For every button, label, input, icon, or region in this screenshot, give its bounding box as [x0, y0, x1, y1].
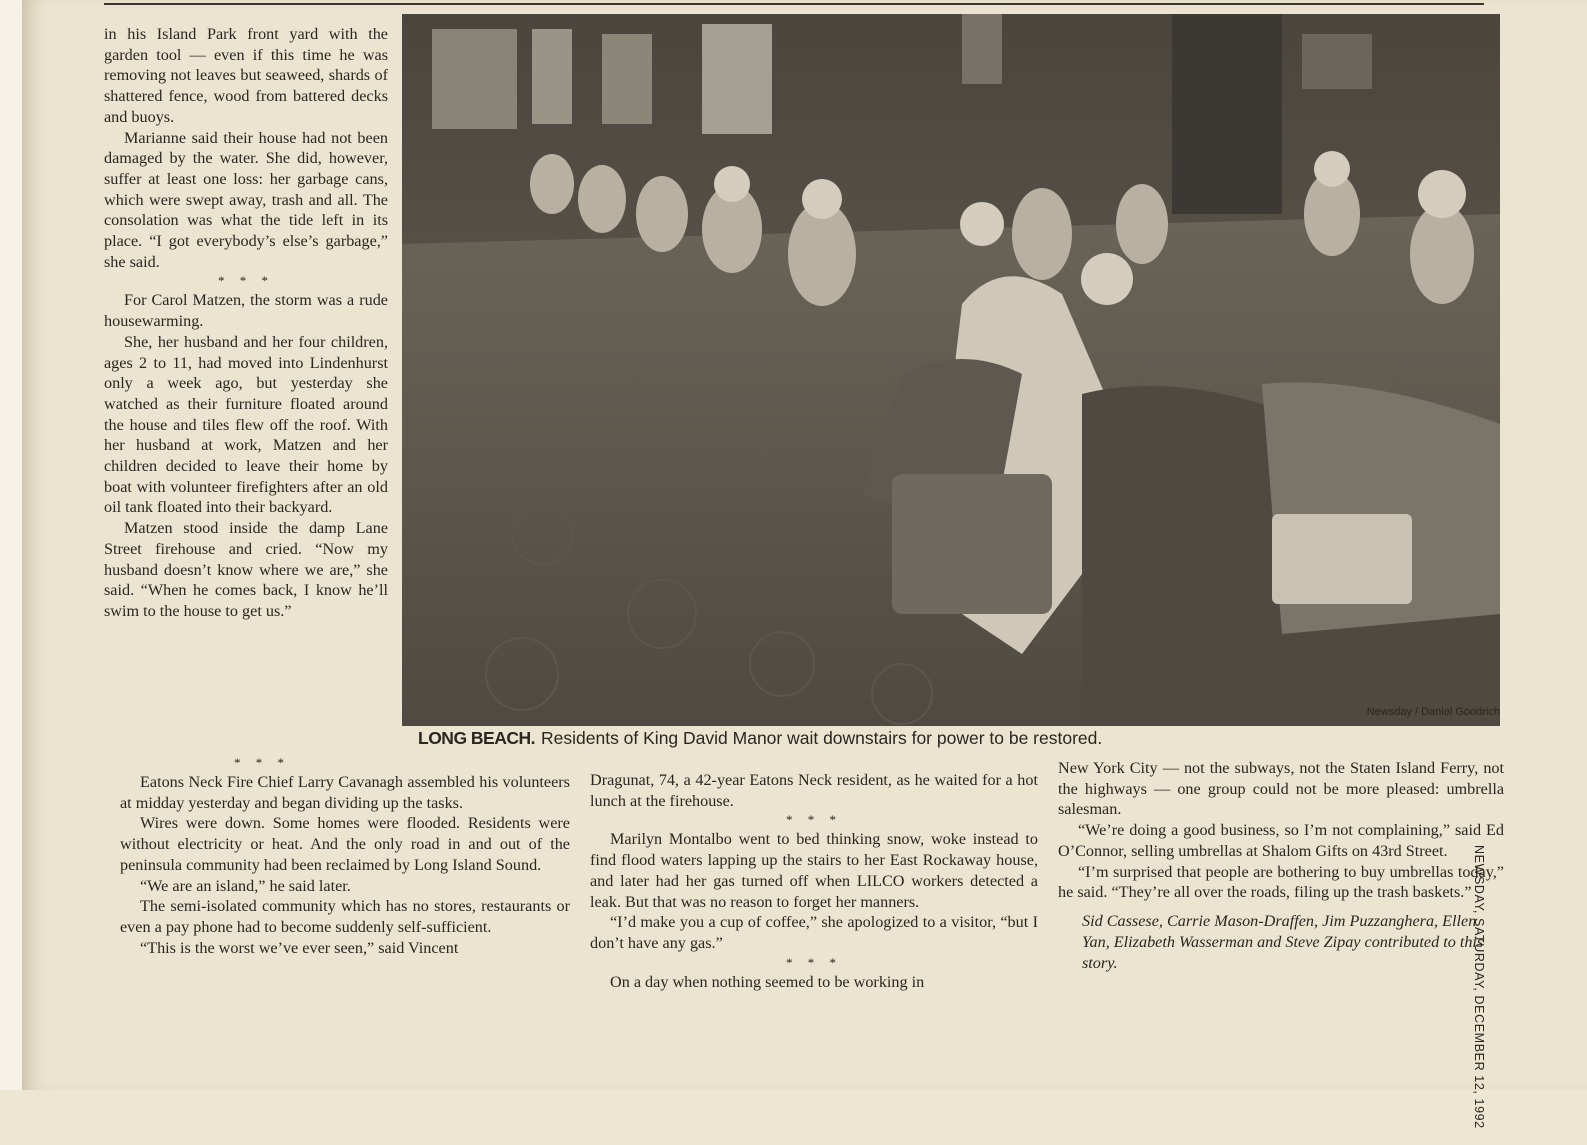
paragraph: For Carol Matzen, the storm was a rude housewarming. [104, 291, 388, 331]
lobby-photo-image [402, 14, 1500, 726]
paragraph: Eatons Neck Fire Chief Larry Cavanagh assembled his volunteers at midday yesterday and began dividing up the tasks. [120, 773, 570, 812]
paragraph: “We’re doing a good business, so I’m not complaining,” said Ed O’Connor, selling umbrellas at Shalom Gifts on 43rd Street. [1058, 821, 1504, 860]
caption-text: Residents of King David Manor wait downstairs for power to be restored. [541, 728, 1103, 748]
paragraph: The semi-isolated community which has no stores, restaurants or even a pay phone had to become suddenly self-sufficient. [120, 897, 570, 936]
top-rule [104, 3, 1484, 5]
photo-caption [418, 728, 1508, 749]
contributors-byline: Sid Cassese, Carrie Mason-Draffen, Jim Puzzanghera, Ellen Yan, Elizabeth Wasserman and Steve Zipay contributed to this story. [1082, 911, 1484, 972]
paragraph: Matzen stood inside the damp Lane Street firehouse and cried. “Now my husband doesn’t know where we are,” she said. “When he comes back, I know he’ll swim to the house to get us.” [104, 519, 388, 620]
paragraph: On a day when nothing seemed to be working in [610, 972, 925, 991]
caption-kicker: LONG BEACH. [418, 728, 535, 748]
section-separator: * * * [786, 812, 842, 828]
bottom-column-3 [1058, 758, 1504, 974]
paragraph: “I’m surprised that people are bothering to buy umbrellas today,” he said. “They’re all over the roads, filing up the trash baskets.” [1058, 862, 1504, 902]
paragraph: Wires were down. Some homes were flooded. Residents were without electricity or heat. And the only road in and out of the peninsula community had been reclaimed by Long Island Sound. [120, 814, 570, 874]
news-photo [402, 14, 1500, 726]
paragraph: “We are an island,” he said later. [140, 876, 351, 895]
photo-credit: Newsday / Daniel Goodrich [1366, 706, 1500, 718]
page-folio: NEWSDAY, SATURDAY, DECEMBER 12, 1992 [1472, 845, 1486, 1129]
paragraph: “This is the worst we’ve ever seen,” said Vincent [140, 938, 459, 957]
paragraph: New York City — not the subways, not the Staten Island Ferry, not the highways — one group could not be more pleased: umbrella salesman. [1058, 759, 1504, 819]
paragraph: Marianne said their house had not been damaged by the water. She did, however, suffer at least one loss: her garbage cans, which were swept away, trash and all. The consolation was what the tide left in its place. “I got everybody’s else’s garbage,” she said. [104, 128, 388, 271]
paragraph: Dragunat, 74, a 42-year Eatons Neck resident, as he waited for a hot lunch at the firehouse. [590, 771, 1038, 810]
bottom-column-1 [120, 755, 570, 958]
paragraph: in his Island Park front yard with the garden tool — even if this time he was removing not leaves but seaweed, shards of shattered fence, wood from battered decks and buoys. [104, 25, 388, 126]
paragraph: Marilyn Montalbo went to bed thinking snow, woke instead to find flood waters lapping up the stairs to her East Rockaway house, and later had her gas turned off when LILCO workers detected a leak. But that was no reason to forget her manners. [590, 830, 1038, 911]
section-separator: * * * [234, 755, 290, 770]
paragraph: She, her husband and her four children, ages 2 to 11, had moved into Lindenhurst only a week ago, but yesterday she watched as their furniture floated around the house and tiles flew off the roof. With her husband at work, Matzen and her children decided to leave their home by boat with volunteer firefighters after an old oil tank floated into their backyard. [104, 332, 388, 517]
page-margin [0, 0, 22, 1090]
left-column [104, 24, 388, 622]
paragraph: “I’d make you a cup of coffee,” she apologized to a visitor, “but I don’t have any gas.” [590, 913, 1038, 952]
section-separator: * * * [786, 954, 842, 970]
section-separator: * * * [218, 273, 274, 289]
bottom-column-2 [590, 770, 1038, 992]
